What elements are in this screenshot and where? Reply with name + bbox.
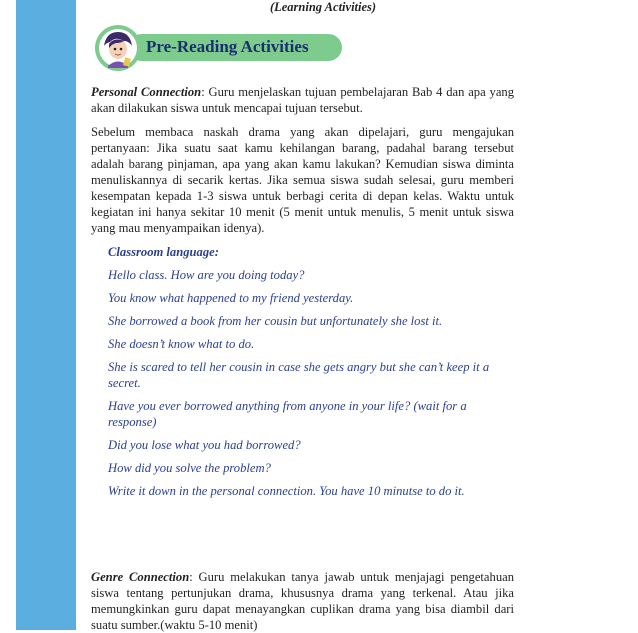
- classroom-language-item: Have you ever borrowed anything from anyone in your life? (wait for a response): [108, 399, 467, 429]
- genre-connection-label: Genre Connection: [91, 569, 190, 584]
- classroom-language-item: Did you lose what you had borrowed?: [108, 438, 301, 452]
- left-color-bar: [16, 0, 76, 630]
- classroom-language-item: She doesn’t know what to do.: [108, 337, 255, 351]
- genre-connection-text: : Guru melakukan tanya jawab untuk menjajagi pengetahuan siswa tentang pertunjukan drama, khususnya drama yang terkenal. Atau jika memungkinkan guru dapat menayangkan cuplikan drama yang bisa diambil dari suatu sumber.(waktu 5-10 menit): [91, 569, 514, 632]
- student-avatar-icon: [94, 24, 142, 72]
- instruction-paragraph: Sebelum membaca naskah drama yang akan dipelajari, guru mengajukan pertanyaan: Jika suatu saat kamu kehilangan barang, padahal barang tersebut adalah barang pinjaman, apa yang akan kamu lakukan? Kemudian siswa diminta menuliskannya di secarik kertas. Jika semua siswa sudah selesai, guru memberi kesempatan kepada 1-3 siswa untuk berbagi cerita di depan kelas. Waktu untuk kegiatan ini hanya sekitar 10 menit (5 menit untuk menulis, 5 menit untuk siswa yang mau menyampaikan idenya).: [91, 125, 514, 235]
- personal-connection-paragraph: [91, 84, 514, 116]
- classroom-language-item: She borrowed a book from her cousin but unfortunately she lost it.: [108, 314, 443, 328]
- banner-title: Pre-Reading Activities: [146, 37, 309, 56]
- classroom-language-item: She is scared to tell her cousin in case she gets angry but she can’t keep it a secret.: [108, 360, 490, 390]
- personal-connection-label: Personal Connection: [91, 85, 202, 99]
- main-content: [91, 84, 514, 506]
- genre-connection-paragraph: [91, 569, 514, 633]
- classroom-language-title: Classroom language:: [108, 245, 219, 259]
- personal-connection-text: : Guru menjelaskan tujuan pembelajaran Bab 4 dan apa yang akan dilakukan siswa untuk mencapai tujuan tersebut.: [91, 85, 514, 115]
- classroom-language-item: You know what happened to my friend yesterday.: [108, 291, 354, 305]
- classroom-language-item: How did you solve the problem?: [108, 461, 271, 475]
- classroom-language-item: Write it down in the personal connection. You have 10 minutse to do it.: [108, 484, 465, 498]
- section-banner: [94, 24, 344, 70]
- classroom-language-item: Hello class. How are you doing today?: [108, 268, 305, 282]
- classroom-language-block: [108, 244, 514, 499]
- section-caption: (Learning Activities): [269, 0, 377, 14]
